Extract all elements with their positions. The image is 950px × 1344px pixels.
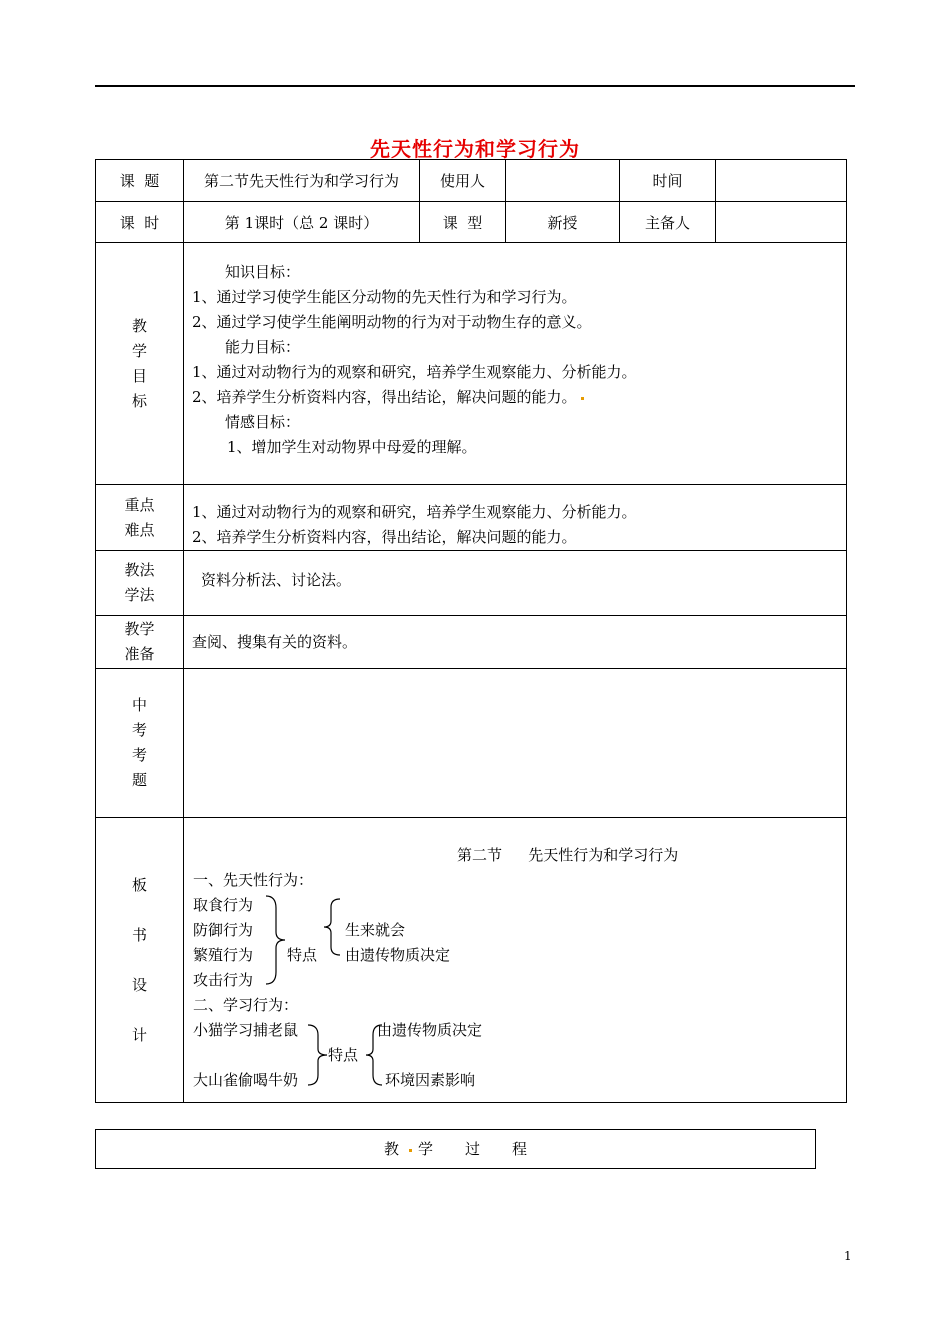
page-number: 1 bbox=[844, 1249, 852, 1263]
time-value bbox=[716, 160, 847, 202]
hours-value: 第 1课时（总 2 课时） bbox=[184, 202, 420, 243]
preparer-value bbox=[716, 202, 847, 243]
document-title: 先天性行为和学习行为 bbox=[370, 137, 580, 161]
innate-item: 攻击行为 bbox=[193, 971, 254, 989]
preparation-label: 教学 准备 bbox=[96, 616, 184, 669]
preparer-label: 主备人 bbox=[620, 202, 716, 243]
time-label: 时间 bbox=[620, 160, 716, 202]
user-label: 使用人 bbox=[420, 160, 506, 202]
innate-item: 繁殖行为 bbox=[193, 946, 254, 964]
orange-dot-mark bbox=[409, 1149, 412, 1152]
learned-item: 大山雀偷喝牛奶 bbox=[193, 1071, 299, 1089]
methods-text: 资料分析法、讨论法。 bbox=[184, 551, 847, 616]
learned-trait: 环境因素影响 bbox=[385, 1071, 476, 1089]
left-brace-icon bbox=[322, 897, 342, 957]
process-char: 教 bbox=[383, 1140, 399, 1158]
objectives-row bbox=[96, 243, 847, 485]
topic-row bbox=[96, 160, 847, 202]
hours-row bbox=[96, 202, 847, 243]
process-char: 程 bbox=[512, 1140, 528, 1158]
teaching-process-header bbox=[95, 1129, 816, 1169]
right-brace-icon bbox=[264, 894, 288, 986]
key-point-item: 1、通过对动物行为的观察和研究，培养学生观察能力、分析能力。 bbox=[192, 502, 637, 521]
topic-label: 课 题 bbox=[96, 160, 184, 202]
key-points-row bbox=[96, 485, 847, 551]
type-value: 新授 bbox=[506, 202, 620, 243]
emotion-item: 1、增加学生对动物界中母爱的理解。 bbox=[227, 438, 477, 456]
board-heading: 第二节 先天性行为和学习行为 bbox=[457, 846, 679, 864]
innate-item: 取食行为 bbox=[193, 896, 254, 914]
ability-item: 1、通过对动物行为的观察和研究，培养学生观察能力、分析能力。 bbox=[192, 363, 637, 381]
learned-trait: 由遗传物质决定 bbox=[377, 1021, 483, 1039]
header-rule bbox=[95, 85, 855, 87]
learned-feature: 特点 bbox=[328, 1046, 359, 1064]
orange-dot-mark bbox=[581, 397, 584, 400]
preparation-text: 查阅、搜集有关的资料。 bbox=[184, 616, 847, 669]
board-content bbox=[184, 818, 847, 1103]
knowledge-item: 2、通过学习使学生能阐明动物的行为对于动物生存的意义。 bbox=[192, 313, 592, 331]
learned-title: 二、学习行为： bbox=[193, 996, 299, 1014]
innate-trait: 由遗传物质决定 bbox=[345, 946, 451, 964]
methods-row bbox=[96, 551, 847, 616]
type-label: 课 型 bbox=[420, 202, 506, 243]
exam-content bbox=[184, 669, 847, 818]
objectives-content bbox=[184, 243, 847, 485]
process-char: 过 bbox=[465, 1140, 481, 1158]
methods-label: 教法 学法 bbox=[96, 551, 184, 616]
preparation-row bbox=[96, 616, 847, 669]
board-row bbox=[96, 818, 847, 1103]
lesson-plan-table bbox=[95, 159, 847, 1103]
user-value bbox=[506, 160, 620, 202]
emotion-heading: 情感目标： bbox=[225, 413, 301, 431]
knowledge-item: 1、通过学习使学生能区分动物的先天性行为和学习行为。 bbox=[192, 288, 577, 306]
innate-trait: 生来就会 bbox=[345, 921, 406, 939]
key-points-label: 重点 难点 bbox=[96, 485, 184, 551]
exam-label: 中 考 考 题 bbox=[96, 669, 184, 818]
board-label: 板 书 设 计 bbox=[96, 818, 184, 1103]
hours-label: 课 时 bbox=[96, 202, 184, 243]
key-points-content bbox=[184, 485, 847, 551]
ability-item-with-mark: 2、培养学生分析资料内容，得出结论，解决问题的能力。 bbox=[192, 385, 838, 410]
exam-row bbox=[96, 669, 847, 818]
innate-item: 防御行为 bbox=[193, 921, 254, 939]
key-point-item: 2、培养学生分析资料内容，得出结论，解决问题的能力。 bbox=[192, 527, 577, 546]
innate-feature: 特点 bbox=[287, 946, 318, 964]
objectives-label: 教 学 目 标 bbox=[96, 243, 184, 485]
knowledge-heading: 知识目标： bbox=[225, 263, 301, 281]
right-brace-icon bbox=[306, 1023, 330, 1087]
innate-title: 一、先天性行为： bbox=[193, 871, 314, 889]
process-char: 学 bbox=[417, 1140, 433, 1158]
ability-heading: 能力目标： bbox=[225, 338, 301, 356]
topic-value: 第二节先天性行为和学习行为 bbox=[184, 160, 420, 202]
learned-item: 小猫学习捕老鼠 bbox=[193, 1021, 299, 1039]
